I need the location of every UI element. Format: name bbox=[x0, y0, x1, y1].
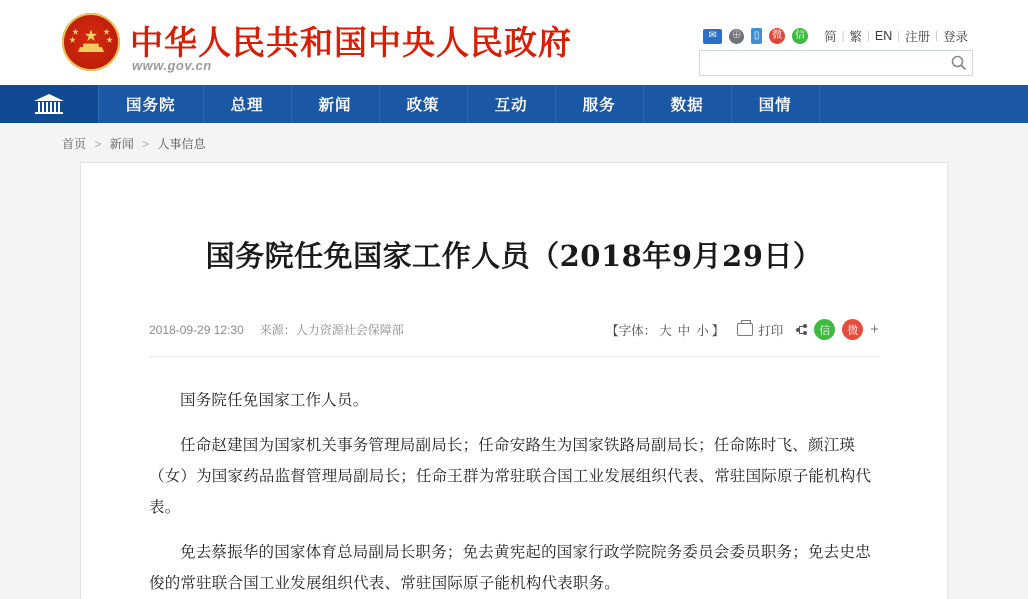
search-input[interactable] bbox=[700, 51, 954, 73]
print-label: 打印 bbox=[758, 323, 784, 338]
lang-simplified-link[interactable]: 简 bbox=[824, 30, 837, 44]
link-separator-1: | bbox=[841, 30, 845, 42]
article-body bbox=[149, 357, 879, 599]
article-meta-left bbox=[149, 321, 404, 338]
nav-item-guoqing[interactable]: 国情 bbox=[732, 85, 820, 123]
publish-date: 2018-09-29 12:30 bbox=[149, 322, 244, 337]
main-navigation bbox=[0, 85, 1028, 123]
nav-item-xinwen[interactable]: 新闻 bbox=[292, 85, 380, 123]
font-size-medium[interactable]: 中 bbox=[677, 323, 691, 338]
breadcrumb bbox=[0, 123, 1028, 162]
lang-english-link[interactable]: EN bbox=[874, 29, 893, 43]
nav-item-zhengce[interactable]: 政策 bbox=[380, 85, 468, 123]
article-meta-right bbox=[606, 319, 879, 340]
share-icons bbox=[796, 319, 879, 340]
source-label: 来源： bbox=[259, 323, 296, 338]
header-tools bbox=[703, 27, 973, 45]
link-separator-3: | bbox=[897, 30, 901, 42]
wechat-share-icon[interactable]: 信 bbox=[814, 319, 835, 340]
font-size-large[interactable]: 大 bbox=[659, 323, 672, 338]
site-url: www.gov.cn bbox=[132, 58, 212, 73]
login-link[interactable]: 登录 bbox=[942, 30, 968, 44]
article-card bbox=[80, 162, 948, 599]
nav-item-guowuyuan[interactable]: 国务院 bbox=[98, 85, 204, 123]
home-icon bbox=[34, 94, 64, 114]
font-size-label-open: 【字体： bbox=[606, 323, 657, 338]
nav-home-button[interactable] bbox=[0, 85, 98, 123]
search-icon[interactable] bbox=[950, 54, 968, 72]
lang-traditional-link[interactable]: 繁 bbox=[849, 30, 863, 44]
font-size-label-close: 】 bbox=[711, 323, 725, 338]
weibo-share-icon[interactable]: 微 bbox=[842, 319, 863, 340]
nav-item-zongli[interactable]: 总理 bbox=[204, 85, 292, 123]
breadcrumb-separator-2: > bbox=[142, 137, 150, 151]
register-link[interactable]: 注册 bbox=[905, 30, 931, 44]
link-separator-2: | bbox=[867, 30, 870, 42]
nav-item-list bbox=[98, 85, 1028, 123]
article-meta bbox=[149, 319, 879, 357]
wechat-icon[interactable]: 信 bbox=[792, 28, 808, 44]
header-links bbox=[819, 27, 973, 45]
link-separator-4: | bbox=[935, 30, 938, 42]
breadcrumb-separator-1: > bbox=[94, 137, 102, 151]
breadcrumb-item-home[interactable]: 首页 bbox=[62, 137, 87, 151]
nav-item-shuju[interactable]: 数据 bbox=[644, 85, 732, 123]
weibo-icon[interactable]: 微 bbox=[769, 28, 785, 44]
article-paragraph-3: 免去蔡振华的国家体育总局副局长职务；免去黄宪起的国家行政学院院务委员会委员职务；免去史忠俊的常驻联合国工业发展组织代表、常驻国际原子能机构代表职务。 bbox=[149, 543, 871, 593]
page-title: 国务院任免国家工作人员（2018年9月29日） bbox=[205, 239, 823, 274]
nav-item-hudong[interactable]: 互动 bbox=[468, 85, 556, 123]
site-header bbox=[0, 0, 1028, 85]
source-block bbox=[260, 321, 404, 338]
nav-item-fuwu[interactable]: 服务 bbox=[556, 85, 644, 123]
article-paragraph-1: 国务院任免国家工作人员。 bbox=[180, 391, 369, 410]
search-box[interactable] bbox=[699, 50, 973, 76]
mail-icon[interactable]: ✉ bbox=[703, 29, 722, 44]
source-value: 人力资源社会保障部 bbox=[295, 323, 404, 338]
breadcrumb-item-news[interactable]: 新闻 bbox=[109, 137, 134, 151]
font-size-small[interactable]: 小 bbox=[696, 323, 709, 338]
site-title: 中华人民共和国中央人民政府 bbox=[130, 23, 572, 62]
national-emblem-icon: ★ ★ ★ ★ ★ bbox=[62, 13, 120, 71]
breadcrumb-item-personnel[interactable]: 人事信息 bbox=[157, 137, 206, 151]
page-body bbox=[0, 123, 1028, 599]
mobile-icon[interactable]: ▯ bbox=[751, 28, 762, 44]
printer-icon bbox=[737, 323, 753, 336]
globe-icon[interactable]: ⊕ bbox=[729, 29, 744, 44]
print-button[interactable] bbox=[737, 321, 783, 339]
font-size-控制 bbox=[606, 321, 724, 339]
share-nodes-icon[interactable] bbox=[796, 324, 807, 335]
share-more-button[interactable]: + bbox=[870, 321, 879, 339]
article-paragraph-2: 任命赵建国为国家机关事务管理局副局长；任命安路生为国家铁路局副局长；任命陈时飞、颜江瑛（女）为国家药品监督管理局副局长；任命王群为常驻联合国工业发展组织代表、常驻国际原子能机构代表。 bbox=[149, 436, 872, 517]
